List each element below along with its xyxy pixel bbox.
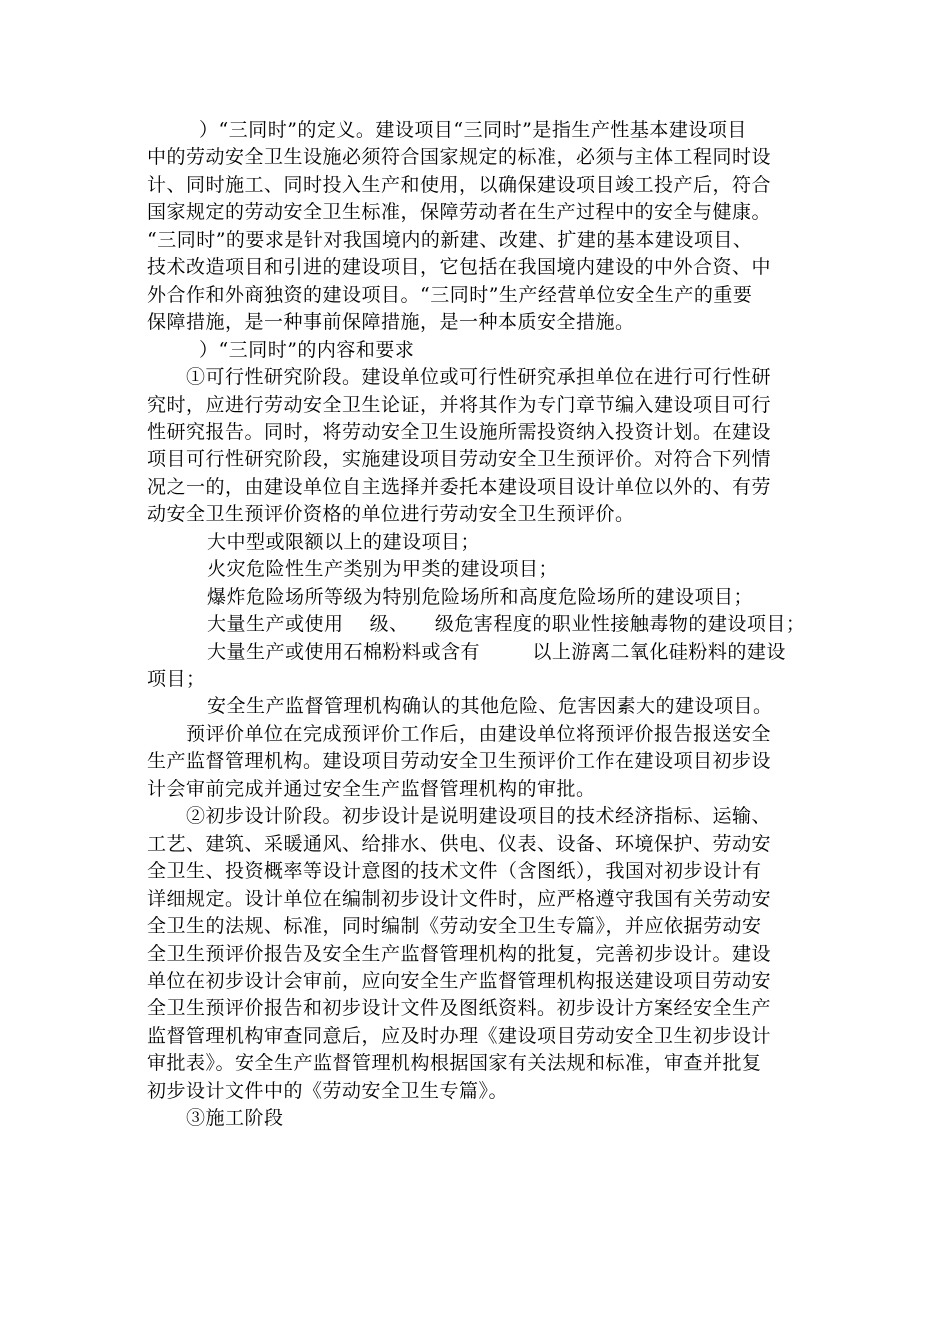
text-line: ）“三同时”的定义。建设项目“三同时”是指生产性基本建设项目: [199, 119, 747, 141]
text-line: 监督管理机构审查同意后，应及时办理《建设项目劳动安全卫生初步设计: [147, 1025, 772, 1047]
text-line: 中的劳动安全卫生设施必须符合国家规定的标准，必须与主体工程同时设: [147, 146, 772, 168]
text-line: 计会审前完成并通过安全生产监督管理机构的审批。: [147, 778, 596, 800]
text-line: 保障措施，是一种事前保障措施，是一种本质安全措施。: [147, 311, 635, 333]
text-line: 性研究报告。同时，将劳动安全卫生设施所需投资纳入投资计划。在建设: [147, 421, 772, 443]
text-line: 国家规定的劳动安全卫生标准，保障劳动者在生产过程中的安全与健康。: [147, 201, 772, 223]
text-line: 预评价单位在完成预评价工作后，由建设单位将预评价报告报送安全: [186, 723, 772, 745]
text-line: 项目；: [147, 668, 206, 690]
text-line: 外合作和外商独资的建设项目。“三同时”生产经营单位安全生产的重要: [147, 284, 753, 306]
list-item: 大量生产或使用 级、 级危害程度的职业性接触毒物的建设项目；: [207, 613, 806, 635]
text-line: 计、同时施工、同时投入生产和使用，以确保建设项目竣工投产后，符合: [147, 174, 772, 196]
text-line: 全卫生预评价报告和初步设计文件及图纸资料。初步设计方案经安全生产: [147, 997, 772, 1019]
text-line: 审批表》。安全生产监督管理机构根据国家有关法规和标准，审查并批复: [147, 1052, 762, 1074]
text-line: 初步设计文件中的《劳动安全卫生专篇》。: [147, 1080, 509, 1102]
text-line: 况之一的，由建设单位自主选择并委托本建设项目设计单位以外的、有劳: [147, 476, 772, 498]
section-heading: ③施工阶段: [186, 1107, 284, 1129]
text-line: 详细规定。设计单位在编制初步设计文件时，应严格遵守我国有关劳动安: [147, 888, 772, 910]
text-line: 全卫生的法规、标准，同时编制《劳动安全卫生专篇》，并应依据劳动安: [147, 915, 762, 937]
text-line: 全卫生、投资概率等设计意图的技术文件（含图纸），我国对初步设计有: [147, 860, 762, 882]
list-item: 安全生产监督管理机构确认的其他危险、危害因素大的建设项目。: [207, 695, 773, 717]
text-line: ①可行性研究阶段。建设单位或可行性研究承担单位在进行可行性研: [186, 366, 772, 388]
text-line: 技术改造项目和引进的建设项目，它包括在我国境内建设的中外合资、中: [147, 256, 772, 278]
text-line: “三同时”的要求是针对我国境内的新建、改建、扩建的基本建设项目、: [147, 229, 753, 251]
text-line: 生产监督管理机构。建设项目劳动安全卫生预评价工作在建设项目初步设: [147, 750, 772, 772]
list-item: 大中型或限额以上的建设项目；: [207, 531, 481, 553]
text-line: 究时，应进行劳动安全卫生论证，并将其作为专门章节编入建设项目可行: [147, 394, 772, 416]
text-line: 项目可行性研究阶段，实施建设项目劳动安全卫生预评价。对符合下列情: [147, 448, 772, 470]
text-line: ②初步设计阶段。初步设计是说明建设项目的技术经济指标、运输、: [186, 805, 772, 827]
list-item: 火灾危险性生产类别为甲类的建设项目；: [207, 558, 559, 580]
list-item: 爆炸危险场所等级为特别危险场所和高度危险场所的建设项目；: [207, 586, 754, 608]
text-line: 单位在初步设计会审前，应向安全生产监督管理机构报送建设项目劳动安: [147, 970, 772, 992]
text-line: 动安全卫生预评价资格的单位进行劳动安全卫生预评价。: [147, 503, 635, 525]
text-line: 工艺、建筑、采暖通风、给排水、供电、仪表、设备、环境保护、劳动安: [147, 833, 772, 855]
list-item: 大量生产或使用石棉粉料或含有 以上游离二氧化硅粉料的建设: [207, 641, 786, 663]
text-line: 全卫生预评价报告及安全生产监督管理机构的批复，完善初步设计。建设: [147, 943, 772, 965]
section-heading: ）“三同时”的内容和要求: [199, 339, 415, 361]
